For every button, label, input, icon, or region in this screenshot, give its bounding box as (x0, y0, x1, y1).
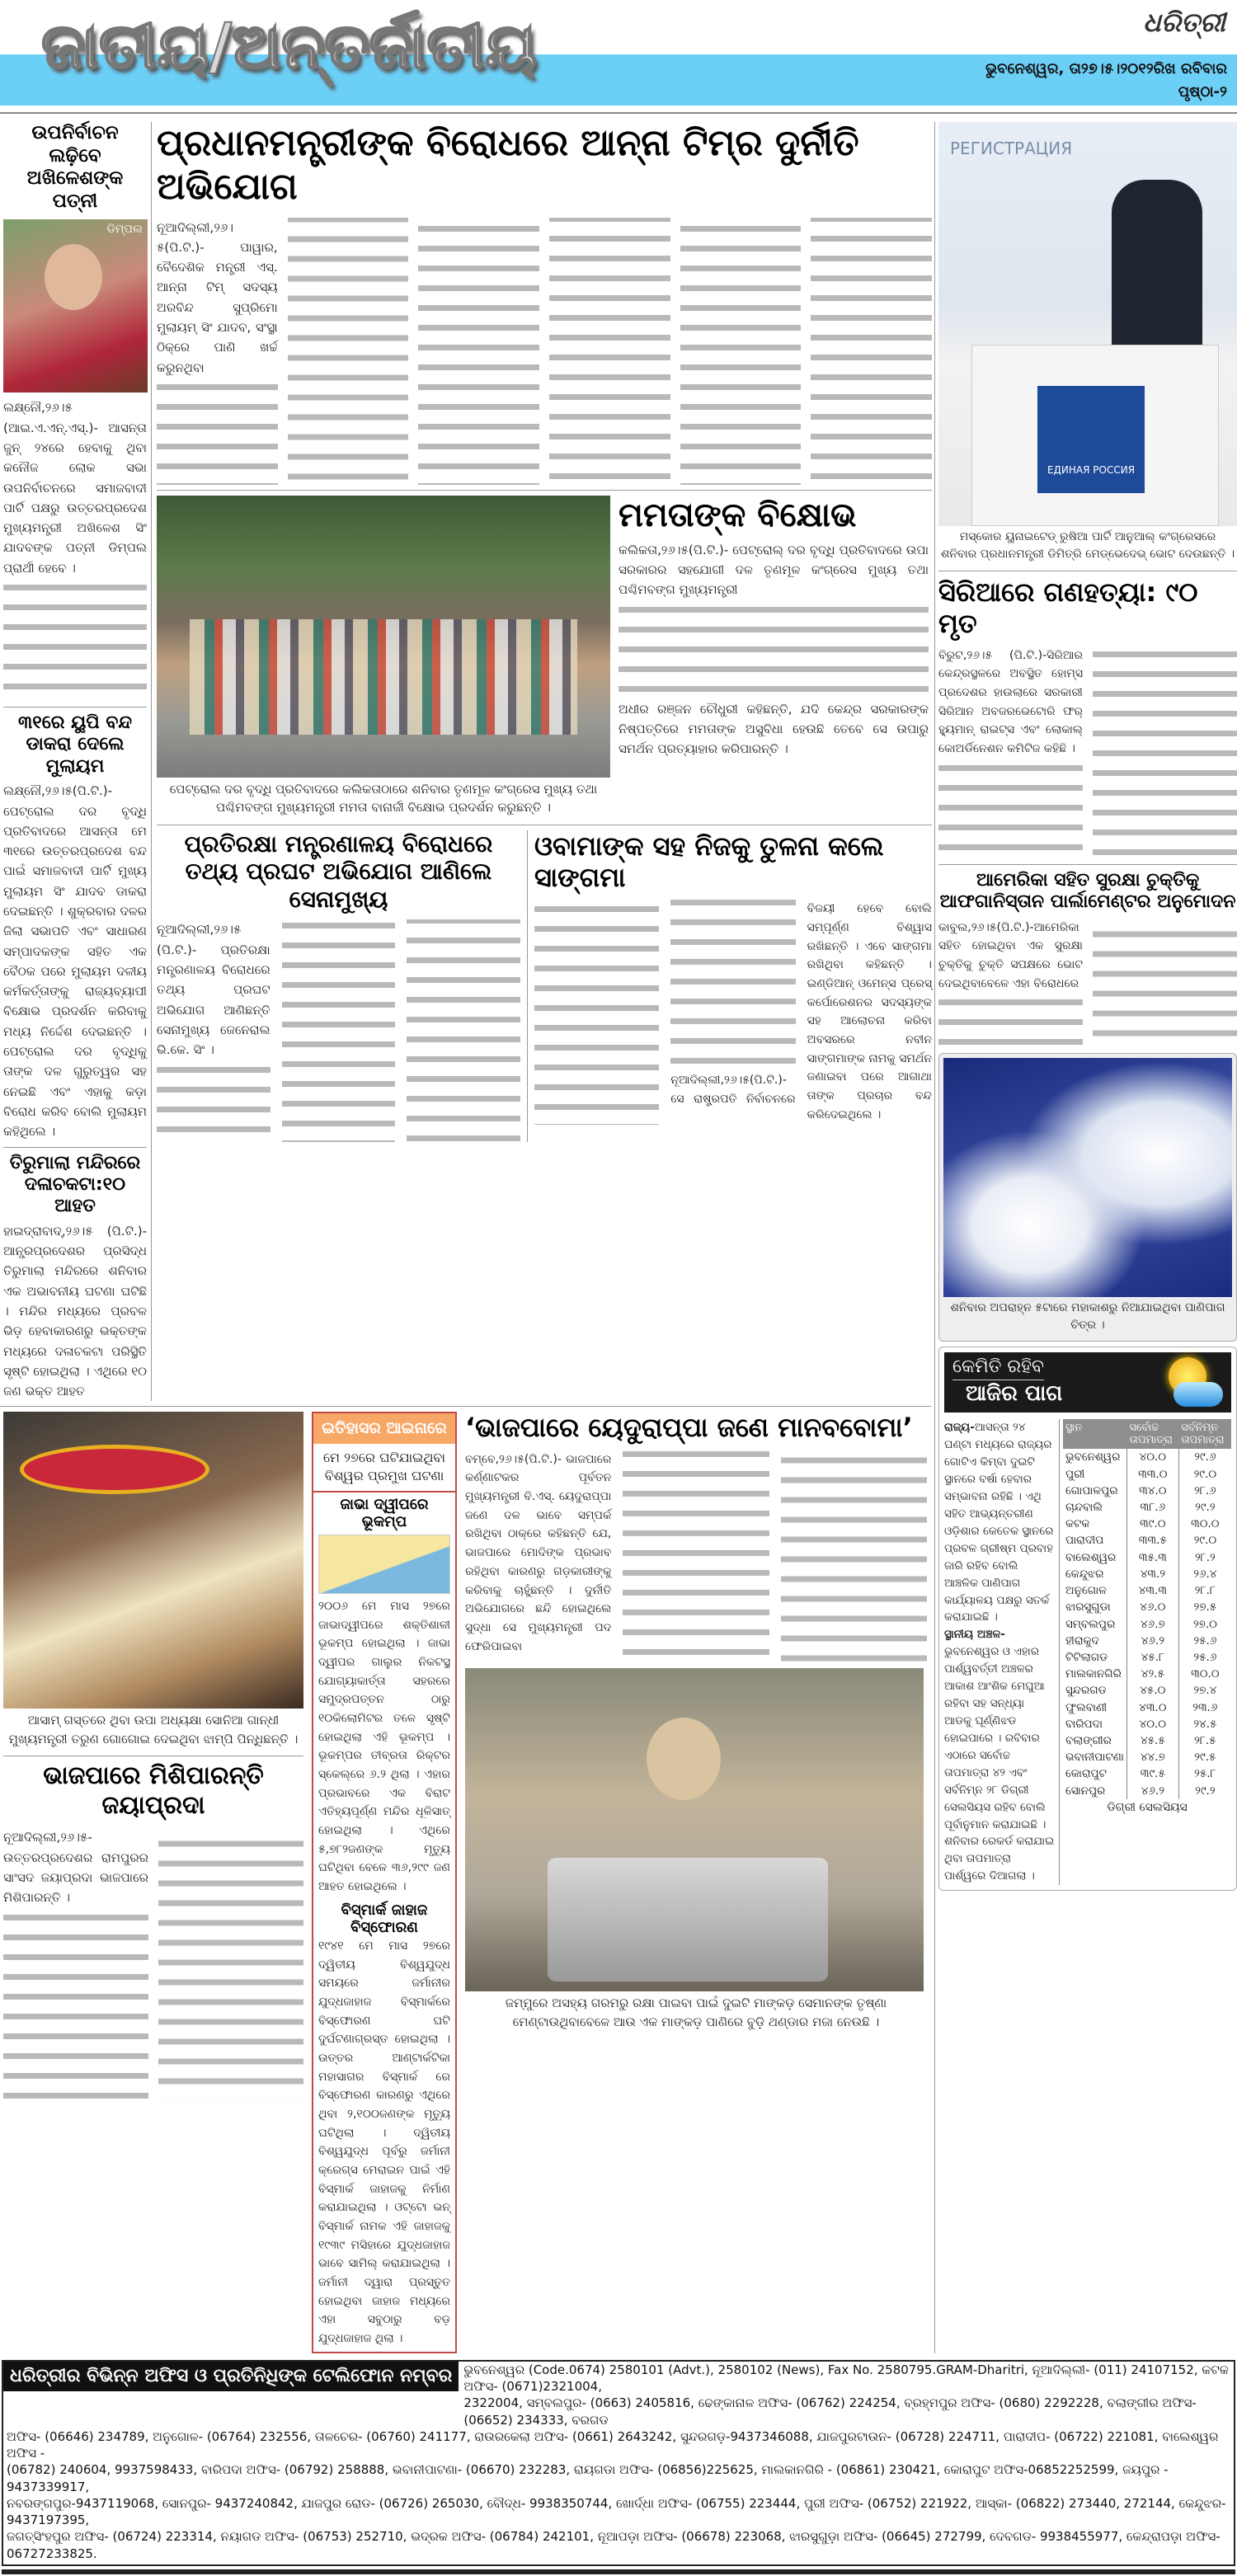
max-temp: ୪୨.୫ (1126, 1666, 1178, 1682)
min-temp: ୨୬.୪ (1178, 1566, 1231, 1582)
weather-forecast-text: ରାଜ୍ୟ-ଆସନ୍ତା ୨୪ ଘଣ୍ଟା ମଧ୍ୟରେ ରାଜ୍ୟର ଗୋଟିଏ କିମ୍ବା ଦୁଇଟି ସ୍ଥାନରେ ବର୍ଷା ହେବାର ସମ୍ଭାବନା ରହିଛି । ଏଥି ସହିତ ଆଭ୍ୟନ୍ତରୀଣ ଓଡ଼ିଶାର କେତେକ ସ୍ଥାନରେ ପ୍ରବଳ ଗ୍ରୀଷ୍ମ ପ୍ରବାହ ଜାରି ରହିବ ବୋଲି ଆଞ୍ଚଳିକ ପାଣିପାଗ କାର୍ଯ୍ୟାଳୟ ପକ୍ଷରୁ ସତର୍କ କରାଯାଇଛି । ସ୍ଥାନୀୟ ଅଞ୍ଚଳ- ଭୁବନେଶ୍ୱର ଓ ଏହାର ପାର୍ଶ୍ୱବର୍ତ୍ତୀ ଅଞ୍ଚଳର ଆକାଶ ଆଂଶିକ ମେଘୁଆ ରହିବା ସହ ସନ୍ଧ୍ୟା ଆଡକୁ ଘୂର୍ଣ୍ଣିଝଡ ହୋଇପାରେ । ରବିବାର ଏଠାରେ ସର୍ବୋଚ୍ଚ ତାପମାତ୍ରା ୪୨ ଏବଂ ସର୍ବନିମ୍ନ ୨୮ ଡିଗ୍ରୀ ସେଲସିୟସ ରହିବ ବୋଲି ପୂର୍ବାନୁମାନ କରାଯାଇଛି । ଶନିବାର ରେକର୍ଡ କରାଯାଇ ଥିବା ତାପମାତ୍ରା ପାର୍ଶ୍ୱରେ ଦିଆଗଲା । (944, 1421, 1055, 1883)
min-temp: ୨୫.୮ (1178, 1765, 1231, 1782)
article-body: ଲକ୍ଷ୍ନୌ,୨୬।୫(ପି.ଟି.)-ପେଟ୍ରୋଲ ଦର ବୃଦ୍ଧି ପ୍ରତିବାଦରେ ଆସନ୍ତା ମେ ୩୧ରେ ଉତ୍ତରପ୍ରଦେଶ ବନ୍ଦ ପାଇଁ ସମାଜବାଦୀ ପାର୍ଟି ମୁଖ୍ୟ ମୁଲାୟମ ସିଂ ଯାଦବ ଡାକରା ଦେଇଛନ୍ତି । ଶୁକ୍ରବାର ଦଳର ଜିଲା ସଭାପତି ଏବଂ ସାଧାରଣ ସମ୍ପାଦକଙ୍କ ସହିତ ଏକ ବୈଠକ ପରେ ମୁଲାୟମ ଦଳୀୟ କର୍ମକର୍ତ୍ତାଙ୍କୁ ରାଜ୍ୟବ୍ୟାପୀ ବିକ୍ଷୋଭ ପ୍ରଦର୍ଶନ କରିବାକୁ ମଧ୍ୟ ନିର୍ଦ୍ଦେଶ ଦେଇଛନ୍ତି । ପେଟ୍ରୋଲ ଦର ବୃଦ୍ଧିକୁ ତାଙ୍କ ଦଳ ଗୁରୁତ୍ୱର ସହ ନେଇଛି ଏବଂ ଏହାକୁ କଡ଼ା ବିରୋଧ କରିବ ବୋଲି ମୁଲାୟମ କହିଥିଲେ । (3, 783, 147, 1140)
max-temp: ୩୯.୫ (1126, 1765, 1178, 1782)
article-army (157, 830, 528, 1143)
max-temp: ୪୩.୩ (1126, 1582, 1178, 1599)
article-body: ନୂଆଦିଲ୍ଲୀ,୨୬।୫(ପି.ଟି.)- ସେ ରାଷ୍ଟ୍ରପତି ନିର୍ବାଚନରେ ବିଜୟୀ ହେବେ ବୋଲି ସମ୍ପୂର୍ଣ୍ଣ ବିଶ୍ୱାସ ରଖିଛନ୍ତି । ଏବେ ସାଙ୍ଗମା ରଖିଥିବା କହିଛନ୍ତି । ଇଣ୍ଡିଆନ୍ ଓମେନ୍ସ ପ୍ରେସ୍ କର୍ପୋରେଶନର ସଦସ୍ୟଙ୍କ ସହ ଆଲୋଚନା କରିବା ଅବସରରେ ନବୀନ ସାଙ୍ଗମାଙ୍କ ନାମକୁ ସମର୍ଥନ ଜଣାଇବା ପରେ ଆଗାଥା ତାଙ୍କ ପ୍ରଚାର ବନ୍ଦ କରିଦେଇଥିଲେ । (534, 900, 932, 1124)
article-body: ବମ୍ବେ,୨୬।୫(ପି.ଟି.)- ଭାଜପାରେ କର୍ଣ୍ଣାଟକର ପୂର୍ବତନ ମୁଖ୍ୟମନ୍ତ୍ରୀ ବି.ଏସ୍. ୟେଦୁରାପ୍ପା ଜଣେ ଦଳ ଭାବେ ସମ୍ପର୍କ ରଖିଥିବା ଠାକ୍‌ରେ କହିଛନ୍ତି ଯେ, ଭାଜପାରେ ମୋଦିଙ୍କ ପ୍ରଭାବ ରହିଥିବା କାରଣରୁ ଗଡ଼କାରୀଙ୍କୁ କରିବାକୁ ଚାହୁଁଛନ୍ତି । ଦୁର୍ନୀତି ଅଭିଯୋଗରେ ଛନ୍ଦି ହୋଇଥିଲେ ସୁଦ୍ଧା ସେ ମୁଖ୍ୟମନ୍ତ୍ରୀ ପଦ ଫେରିପାଇବା (465, 1450, 927, 1662)
temperature-row (1063, 1532, 1231, 1549)
headline: ଆମେରିକା ସହିତ ସୁରକ୍ଷା ଚୁକ୍ତିକୁ ଆଫଗାନିସ୍ତାନ ପାର୍ଲାମେଣ୍ଟର ଅନୁମୋଦନ (939, 869, 1236, 913)
headline: ବିସ୍‌ମାର୍କ ଜାହାଜ ବିସ୍ଫୋରଣ (341, 1901, 428, 1937)
article-afghan (938, 870, 1237, 1046)
contact-footer: ଧରିତ୍ରୀର ବିଭିନ୍ନ ଅଫିସ ଓ ପ୍ରତିନିଧିଙ୍କ ଟେଲିଫୋନ ନମ୍ବର ଭୁବନେଶ୍ୱର (Code.0674) 2580101 (Advt.), 2580102 (News), Fax No. 2580795.GRAM-Dharitri, ନୂଆଦିଲ୍ଲୀ- (011) 24107152, କଟକ ଅଫିସ- (0671)2321004, 2322004, ସମ୍ବଲପୁର- (0663) 2405816, ଢେଙ୍କାନାଳ ଅଫିସ- (06762) 224254, ବ୍ରହ୍ମପୁର ଅଫିସ- (0680) 2292228, ବଲାଙ୍ଗୀର ଅଫିସ- (06652) 234333, ବରଗଡ ଅଫିସ- (06646) 234789, ଅନୁଗୋଳ- (06764) 232556, ତାଳଚେର- (06760) 241177, ରାଉରକେଲା ଅଫିସ- (0661) 2643242, ସୁନ୍ଦରଗଡ଼-9437346088, ଯାଜପୁରଟାଉନ- (06728) 224711, ପାରାଦୀପ- (06722) 221081, ବାଲେଶ୍ୱର ଅଫିସ - (06782) 240604, 9937598433, ବାରିପଦା ଅଫିସ- (06792) 258888, ଭବାନୀପାଟଣା- (06670) 232283, ରାୟଗଡା ଅଫିସ- (06856)225625, ମାଲକାନଗିରି - (06861) 230421, କୋରାପୁଟ ଅଫିସ-06852252599, ଜୟପୁର - 9437339917, ନବରଙ୍ଗପୁର-9437119068, ସୋନପୁର- 9437240842, ଯାଜପୁର ରୋଡ- (06726) 265030, ବୌଦ୍ଧ- 9938350744, ଖୋର୍ଦ୍ଧା ଅଫିସ- (06755) 223444, ପୁରୀ ଅଫିସ- (06752) 221922, ଆସ୍କା- (06822) 273440, 272144, କେନ୍ଦୁଝର- 9437197395, ଜଗତ୍‌ସିଂହପୁର ଅଫିସ- (06724) 223314, ନୟାଗଡ ଅଫିସ- (06753) 252710, ଭଦ୍ରକ ଅଫିସ- (06784) 242101, ନୂଆପଡ଼ା ଅଫିସ- (06678) 223068, ଝାରସୁଗୁଡ଼ା ଅଫିସ- (06645) 272799, ଦେବଗଡ- 9938455977, କେନ୍ଦ୍ରାପଡ଼ା ଅଫିସ- 06727233825. (2, 2360, 1235, 2566)
station-name: ପାରାଦୀପ (1065, 1534, 1104, 1548)
max-temp: ୪୦.୦ (1126, 1449, 1178, 1465)
station-name: ଝାରସୁଗୁଡା (1065, 1601, 1111, 1615)
station-name: ଅନୁଗୋଳ (1065, 1584, 1107, 1598)
temperature-row (1063, 1483, 1231, 1499)
temperature-row (1063, 1549, 1231, 1566)
article-body: ବିରୁଟ,୨୬।୫ (ପି.ଟି.)-ସିରିଆର କେନ୍ଦ୍ରସ୍ଥଳରେ ଅବସ୍ଥିତ ହୋମ୍ସ ପ୍ରଦେଶର ହାଉଲାରେ ସରକାରୀ ସିରିଆନ ଅବଜରଭେଟୋରି ଫର୍ ହ୍ୟୁମାନ୍ ରାଇଟ୍ସ ଏବଂ ଲୋକାଲ୍ କୋଅର୍ଡିନେଶନ କମିଟିଜ କହିଛି । (938, 646, 1237, 859)
mamata-protest-photo (157, 496, 610, 778)
temperature-row (1063, 1682, 1231, 1699)
min-temp: ୨୯.୫ (1178, 1749, 1231, 1765)
photo-caption: ଆସାମ୍ ଗସ୍ତରେ ଥିବା ଉପା ଅଧ୍ୟକ୍ଷା ସୋନିଆ ଗାନ୍ଧୀ ମୁଖ୍ୟମନ୍ତ୍ରୀ ତରୁଣ ଗୋଗୋଇ ଦେଇଥିବା ଝାମ୍ପି ପିନ୍ଧିଛନ୍ତି । (8, 1713, 299, 1746)
max-temp: ୪୬.୭ (1126, 1616, 1178, 1633)
temperature-row (1063, 1616, 1231, 1633)
history-box: ଇତିହାସର ଆଇନାରେ ମେ ୨୭ରେ ଘଟିଯାଇଥିବା ବିଶ୍ୱର ପ୍ରମୁଖ ଘଟଣା ଜାଭା ଦ୍ୱୀପରେ ଭୂକମ୍ପ ୨୦୦୬ ମେ ମାସ ୨୭ରେ ଜାଭାଦ୍ୱୀପରେ ଶକ୍ତିଶାଳୀ ଭୂକମ୍ପ ହୋଇଥିଲା । ଜାଭା ଦ୍ୱୀପର ଗାଲୁର ନିକଟସ୍ଥ ଯୋଗ୍ୟାକାର୍ତ୍ତା ସହରରେ ସମୁଦ୍ରପତ୍ତନ ଠାରୁ ୧୦କିଲୋମିଟର ତଳେ ସୃଷ୍ଟି ହୋଇଥିଲା ଏହି ଭୂକମ୍ପ । ଭୂକମ୍ପର ତୀବ୍ରତା ରିକ୍ଟର ସ୍କେଲ୍‌ରେ ୬.୨ ଥିଲା । ଏହାର ପ୍ରଭାବରେ ଏକ ବିରାଟ ଏତିହ୍ୟପୂର୍ଣ୍ଣ ମନ୍ଦିର ଧୂଳିସାତ୍ ହୋଇଥିଲା । ଏଥିରେ ୫,୭୮୨ଜଣଙ୍କ ମୃତ୍ୟୁ ଘଟିଥିବା ବେଳେ ୩୬,୨୯୯ ଜଣ ଆହତ ହୋଇଥିଲେ । ବିସ୍‌ମାର୍କ ଜାହାଜ ବିସ୍ଫୋରଣ ୧୯୪୧ ମେ ମାସ ୨୭ରେ ଦ୍ୱିତୀୟ ବିଶ୍ୱଯୁଦ୍ଧ ସମୟରେ ଜର୍ମାନୀର ଯୁଦ୍ଧଜାହାଜ ବିସ୍‌ମାର୍କରେ ବିସ୍ଫୋରଣ ଘଟି ଦୁର୍ଘଟଣାଗ୍ରସ୍ତ ହୋଇଥିଲା । ଉତ୍ତର ଆଣ୍ଟାର୍କଟିକା ମହାସାଗର ବିସ୍‌ମାର୍କ ରେ ବିସ୍ଫୋରଣ କାରଣରୁ ଏଥିରେ ଥିବା ୨,୧୦୦ଜଣଙ୍କ ମୃତ୍ୟୁ ଘଟିଥିଲା । ଦ୍ୱିତୀୟ ବିଶ୍ୱଯୁଦ୍ଧ ପୂର୍ବରୁ ଜର୍ମାନୀ କ୍ରେଗ୍‌ସ ମେରାଇନ ପାଇଁ ଏହି ବିସ୍‌ମାର୍କ ଜାହାଜକୁ ନିର୍ମାଣ କରାଯାଇଥିଲା । ଓଟ୍ଟୋ ଭନ୍ ବିସ୍‌ମାର୍କ ନାମକ ଏହି ଜାହାଜକୁ ୧୯୩୯ ମସିହାରେ ଯୁଦ୍ଧଜାହାଜ ଭାବେ ସାମିଲ୍ କରାଯାଇଥିଲା । ଜର୍ମାନୀ ଦ୍ୱାରା ପ୍ରସ୍ତୁତ ହୋଇଥିବା ଜାହାଜ ମଧ୍ୟରେ ଏହା ସବୁଠାରୁ ବଡ଼ ଯୁଦ୍ଧଜାହାଜ ଥିଲା । (312, 1412, 457, 2353)
max-temp: ୪୬.୨ (1126, 1633, 1178, 1649)
party-logo: ЕДИНАЯ РОССИЯ (1037, 386, 1145, 493)
max-temp: ୩୫.୩ (1126, 1549, 1178, 1566)
article-body: ନୂଆଦିଲ୍ଲୀ,୨୬।୫ (ପି.ଟି.)- ପ୍ରତିରକ୍ଷା ମନ୍ତ୍ରଣାଳୟ ବିରୋଧରେ ତଥ୍ୟ ପ୍ରଘଟ ଅଭିଯୋଗ ଆଣିଛନ୍ତି ସେନାମୁଖ୍ୟ ଜେନେରାଲ ଭି.କେ. ସିଂ । (157, 919, 520, 1142)
station-name: ମାଲକାନଗିରି (1065, 1667, 1122, 1681)
history-subtitle: ମେ ୨୭ରେ ଘଟିଯାଇଥିବା ବିଶ୍ୱର ପ୍ରମୁଖ ଘଟଣା (313, 1444, 455, 1492)
headline: ସିରିଆରେ ଗଣହତ୍ୟା: ୯୦ ମୃତ (938, 576, 1198, 640)
station-name: ଟିଟିଲାଗଡ (1065, 1650, 1108, 1664)
article-sangma (528, 830, 932, 1125)
headline: ଜାଭା ଦ୍ୱୀପରେ ଭୂକମ୍ପ (340, 1495, 429, 1531)
sun-cloud-icon (1157, 1357, 1223, 1410)
temperature-row (1063, 1582, 1231, 1599)
article-body: ନୂଆଦିଲ୍ଲୀ,୨୬।୫- ଉତ୍ତରପ୍ରଦେଶର ରାମପୁରର ସାଂସଦ ଜୟାପ୍ରଦା ଭାଜପାରେ ମିଶିପାରନ୍ତି । (3, 1827, 303, 2099)
headline: ଭାଜପାରେ ମିଶିପାରନ୍ତି ଜୟାପ୍ରଦା (43, 1761, 264, 1821)
photo-caption: ଜମ୍ମୁରେ ଅସହ୍ୟ ଗରମରୁ ରକ୍ଷା ପାଇବା ପାଇଁ ଦୁଇଟି ମାଙ୍କଡ଼ ସେମାନଙ୍କ ତୃଷ୍ଣା ମେଣ୍ଟାଉଥିବାବେଳେ ଆଉ ଏକ ମାଙ୍କଡ଼ ପାଣିରେ ବୁଡ଼ି ଥଣ୍ଡାର ମଜା ନେଉଛି । (505, 1995, 887, 2029)
max-temp: ୪୩.୨ (1126, 1566, 1178, 1582)
station-name: ବାରିପଦା (1065, 1717, 1103, 1731)
max-temp: ୪୫.୦ (1126, 1682, 1178, 1699)
max-temp: ୪୦.୦ (1126, 1716, 1178, 1732)
weather-banner: କେମିତି ରହିବ ଆଜିର ପାଗ (944, 1352, 1231, 1413)
header-rule (0, 112, 1237, 114)
temperature-table: ସ୍ଥାନ ସର୍ବୋଚ୍ଚ ତାପମାତ୍ରା ସର୍ବନିମ୍ନ ତାପମାତ୍ରା ଭୁବନେଶ୍ୱର ୪୦.୦ ୨୯.୬ ପୁରୀ ୩୩.୦ ୨୯.୦ ଗୋପାଳପୁର ୩୪.୦ ୨୮.୬ ଚାନ୍ଦବାଲି ୩୮.୬ ୨୯.୨ କଟକ ୩୯.୦ ୩୦.୦ ପାରାଦୀପ ୩୩.୫ ୨୯.୦ ବାଲେଶ୍ୱର ୩୫.୩ ୨୮.୨ କେନ୍ଦୁଝର ୪୩.୨ ୨୬.୪ ଅନୁଗୋଳ ୪୩.୩ ୨୮.୮ ଝାରସୁଗୁଡା ୪୬.୦ ୨୭.୫ ସମ୍ବଲପୁର ୪୬.୭ ୨୭.୦ ହୀରାକୁଦ ୪୬.୨ ୨୫.୬ ଟିଟିଲାଗଡ ୪୫.୮ ୨୫.୬ ମାଲକାନଗିରି ୪୨.୫ ୩୦.୦ ସୁନ୍ଦରଗଡ ୪୫.୦ ୨୭.୪ ଫୁଲବାଣୀ ୪୩.୦ ୨୩.୬ ବାରିପଦା ୪୦.୦ ୨୪.୫ ବଲାଙ୍ଗୀର ୪୫.୫ ୨୮.୫ ଭବାନୀପାଟଣା ୪୪.୭ ୨୯.୫ କୋରାପୁଟ ୩୯.୫ ୨୫.୮ ସୋନପୁର ୪୬.୨ ୨୯.୨ (1063, 1419, 1231, 1799)
temperature-row (1063, 1649, 1231, 1666)
article-jayaprada (3, 1761, 303, 2099)
max-temp: ୩୪.୦ (1126, 1483, 1178, 1499)
headline: ତିରୁମାଲା ମନ୍ଦିରରେ ଦଳାଚକଟା:୧୦ ଆହତ (9, 1152, 141, 1217)
temperature-row (1063, 1765, 1231, 1782)
min-temp: ୨୭.୫ (1178, 1599, 1231, 1615)
max-temp: ୩୯.୦ (1126, 1516, 1178, 1532)
photo-caption: ପେଟ୍ରୋଲ ଦର ବୃଦ୍ଧି ପ୍ରତିବାଦରେ କଲିକତାଠାରେ ଶନିବାର ତୃଣମୂଳ କଂଗ୍ରେସ ମୁଖ୍ୟ ତଥା ପଶ୍ଚିମବଙ୍ଗ ମୁଖ୍ୟମନ୍ତ୍ରୀ ମମତା ବାନାର୍ଜୀ ବିକ୍ଷୋଭ ପ୍ରଦର୍ଶନ କରୁଛନ୍ତି । (169, 781, 598, 816)
max-temp: ୪୪.୭ (1126, 1749, 1178, 1765)
min-temp: ୨୯.୦ (1178, 1532, 1231, 1549)
photo-caption: ଶନିବାର ଅପରାହ୍ନ ୫ଟାରେ ମହାକାଶରୁ ନିଆଯାଇଥିବା ପାଣିପାଗ ଚିତ୍ର । (950, 1300, 1225, 1332)
headline: ୩୧ରେ ୟୁପି ବନ୍ଦ ଡାକରା ଦେଲେ ମୁଲାୟମ (18, 712, 132, 777)
article-mulayam (3, 712, 147, 1142)
min-temp: ୨୯.୨ (1178, 1499, 1231, 1516)
photo-sign: РЕГИСТРАЦИЯ (950, 139, 1073, 158)
sonia-gandhi-photo (3, 1412, 303, 1709)
temperature-row (1063, 1566, 1231, 1582)
station-name: କେନ୍ଦୁଝର (1065, 1567, 1104, 1581)
min-temp: ୨୫.୬ (1178, 1633, 1231, 1649)
temperature-row (1063, 1783, 1231, 1799)
station-name: ଚାନ୍ଦବାଲି (1065, 1500, 1103, 1514)
footer-title: ଧରିତ୍ରୀର ବିଭିନ୍ନ ଅଫିସ ଓ ପ୍ରତିନିଧିଙ୍କ ଟେଲିଫୋନ ନମ୍ବର (3, 2362, 459, 2392)
photo-label: ଡିମ୍ପଲ (106, 223, 143, 237)
dateline: ଭୁବନେଶ୍ୱର, ତା୨୭।୫।୨୦୧୨ରିଖ ରବିବାର (985, 60, 1227, 78)
min-temp: ୩୦.୦ (1178, 1516, 1231, 1532)
headline: ପ୍ରତିରକ୍ଷା ମନ୍ତ୍ରଣାଳୟ ବିରୋଧରେ ତଥ୍ୟ ପ୍ରଘଟ ଅଭିଯୋଗ ଆଣିଲେ ସେନାମୁଖ୍ୟ (184, 830, 493, 913)
station-name: ସୁନ୍ଦରଗଡ (1065, 1684, 1107, 1698)
weather-box (938, 1347, 1237, 1891)
min-temp: ୨୯.୬ (1178, 1449, 1231, 1465)
headline: ‘ଭାଜପାରେ ୟେଦୁରାପ୍ପା ଜଣେ ମାନବବୋମା’ (465, 1412, 913, 1444)
article-body: ଲକ୍ଷ୍ନୌ,୨୬।୫ (ଆଇ.ଏ.ଏନ୍.ଏସ୍.)- ଆସନ୍ତା ଜୁନ୍ ୨୪ରେ ହେବାକୁ ଥିବା କନୌଜ ଲୋକ ସଭା ଉପନିର୍ବାଚନରେ ସମାଜବାଦୀ ପାର୍ଟି ପକ୍ଷରୁ ଉତ୍ତରପ୍ରଦେଶ ମୁଖ୍ୟମନ୍ତ୍ରୀ ଅଖିଳେଶ ସିଂ ଯାଦବଙ୍କ ପତ୍ନୀ ଡିମ୍ପଲ ପ୍ରାର୍ଥୀ ହେବେ । (3, 397, 147, 702)
article-mamata (618, 496, 929, 759)
station-name: କଟକ (1065, 1517, 1090, 1531)
article-body: ନୂଆଦିଲ୍ଲୀ,୨୬।୫(ପି.ଟି.)- ପାୱାର, ବୈଦେଶିକ ମନ୍ତ୍ରୀ ଏସ୍. ଆନ୍ନା ଟିମ୍ ସଦସ୍ୟ ଅରବିନ୍ଦ ସୁପ୍ରିମୋ ମୁଲାୟମ୍ ସିଂ ଯାଦବ, ସଂସ୍ଥା ଠିକ୍‌ରେ ପାଣି ଖର୍ଚ୍ଚ କରୁନଥିବା (157, 218, 932, 485)
min-temp: ୨୭.୪ (1178, 1682, 1231, 1699)
headline: ଉପନିର୍ବାଚନ ଲଢ଼ିବେ ଅଖିଳେଶଙ୍କ ପତ୍ନୀ (26, 122, 124, 212)
max-temp: ୪୩.୦ (1126, 1699, 1178, 1716)
max-temp: ୪୫.୫ (1126, 1732, 1178, 1749)
temperature-row (1063, 1466, 1231, 1483)
history-banner: ଇତିହାସର ଆଇନାରେ (313, 1413, 455, 1444)
headline: ଓବାମାଙ୍କ ସହ ନିଜକୁ ତୁଳନା କଲେ ସାଙ୍ଗମା (534, 830, 884, 894)
satellite-box (938, 1053, 1237, 1342)
station-name: ସୋନପୁର (1065, 1784, 1106, 1798)
min-temp: ୨୯.୦ (1178, 1466, 1231, 1483)
min-temp: ୨୭.୦ (1178, 1616, 1231, 1633)
temperature-row (1063, 1732, 1231, 1749)
bottom-rule (2, 2569, 1235, 2574)
max-temp: ୩୮.୬ (1126, 1499, 1178, 1516)
temperature-row (1063, 1716, 1231, 1732)
headline: ପ୍ରଧାନମନ୍ତ୍ରୀଙ୍କ ବିରୋଧରେ ଆନ୍ନା ଟିମ୍‌ର ଦୁର୍ନୀତି ଅଭିଯୋଗ (157, 122, 859, 208)
station-name: ହୀରାକୁଦ (1065, 1634, 1099, 1648)
article-akhilesh (3, 122, 147, 702)
article-syria (938, 576, 1237, 859)
article-anna (157, 122, 932, 485)
medvedev-photo (938, 122, 1237, 526)
article-yeddyurappa (465, 1412, 927, 1662)
max-temp: ୪୬.୦ (1126, 1599, 1178, 1615)
max-temp: ୩୩.୦ (1126, 1466, 1178, 1483)
masthead (0, 0, 1237, 115)
section-title: ଜାତୀୟ/ଅନ୍ତର୍ଜାତୀୟ (41, 9, 537, 82)
min-temp: ୩୦.୦ (1178, 1666, 1231, 1682)
temperature-unit: ଡିଗ୍ରୀ ସେଲସିୟସ (1107, 1800, 1188, 1814)
dimple-photo (3, 219, 148, 393)
max-temp: ୪୫.୮ (1126, 1649, 1178, 1666)
temperature-row (1063, 1666, 1231, 1682)
java-map (318, 1535, 450, 1594)
headline: ମମତାଙ୍କ ବିକ୍ଷୋଭ (618, 496, 857, 534)
photo-caption: ମସ୍କୋର ୟୁନାଇଟେଡ୍ ରୁଷିଆ ପାର୍ଟି ଆନୁଆଲ୍ କଂଗ୍ରେସରେ ଶନିବାର ପ୍ରଧାନମନ୍ତ୍ରୀ ଡିମିତ୍ରି ମେଡ୍‌ଭେଦେଭ୍ ଭୋଟ ଦେଉଛନ୍ତି । (940, 530, 1235, 561)
temperature-row (1063, 1599, 1231, 1615)
temperature-row (1063, 1749, 1231, 1765)
station-name: କୋରାପୁଟ (1065, 1767, 1108, 1781)
temperature-row (1063, 1516, 1231, 1532)
min-temp: ୨୫.୬ (1178, 1649, 1231, 1666)
station-name: ଗୋପାଳପୁର (1065, 1483, 1118, 1497)
min-temp: ୨୮.୨ (1178, 1549, 1231, 1566)
article-body: ହାଇଦ୍ରାବାଦ୍,୨୬।୫ (ପି.ଟି.)- ଆନ୍ଧ୍ରପ୍ରଦେଶର ପ୍ରସିଦ୍ଧ ତିରୁମାଲା ମନ୍ଦିରରେ ଶନିବାର ଏକ ଅଭାବନୀୟ ଘଟଣା ଘଟିଛି । ମନ୍ଦିର ମଧ୍ୟରେ ପ୍ରବଳ ଭିଡ଼ ହେବାକାରଣରୁ ଭକ୍ତଙ୍କ ମଧ୍ୟରେ ଦଳାଚକଟା ପରିସ୍ଥିତି ସୃଷ୍ଟି ହୋଇଥିଲା । ଏଥିରେ ୧୦ ଜଣ ଭକ୍ତ ଆହତ (3, 1223, 147, 1399)
station-name: ପୁରୀ (1065, 1467, 1085, 1481)
paper-logo: ଧରିତ୍ରୀ (1143, 7, 1225, 38)
max-temp: ୪୬.୨ (1126, 1783, 1178, 1799)
page-number: ପୃଷ୍ଠା-୨ (1178, 83, 1227, 101)
monkeys-photo (465, 1668, 924, 1991)
article-body: କାବୁଲ,୨୬।୫(ପି.ଟି.)-ଆମେରିକା ସହିତ ହୋଇଥିବା ଏକ ସୁରକ୍ଷା ଚୁକ୍ତିକୁ ଚୁକ୍ତି ସପକ୍ଷରେ ଭୋଟ ଦେଇଥିବାବେଳେ ଏହା ବିରୋଧରେ (938, 919, 1237, 1046)
article-body: କଲିକତା,୨୬।୫(ପି.ଟି.)- ପେଟ୍ରୋଲ୍ ଦର ବୃଦ୍ଧି ପ୍ରତିବାଦରେ ଉପା ସରକାରର ସହଯୋଗୀ ଦଳ ତୃଣମୂଳ କଂଗ୍ରେସ ମୁଖ୍ୟ ତଥା ପଶ୍ଚିମବଙ୍ଗ ମୁଖ୍ୟମନ୍ତ୍ରୀ ଅଧୀର ରଞ୍ଜନ ଚୌଧୁରୀ କହିଛନ୍ତି, ଯଦି କେନ୍ଦ୍ର ସରକାରଙ୍କ ନିଷ୍ପତ୍ତିରେ ମମତାଙ୍କ ଅସୁବିଧା ହେଉଛି ତେବେ ସେ ଉପାରୁ ସମର୍ଥନ ପ୍ରତ୍ୟାହାର କରିପାରନ୍ତି । (618, 542, 929, 757)
max-temp: ୩୩.୫ (1126, 1532, 1178, 1549)
temperature-row (1063, 1449, 1231, 1465)
article-tirumala (3, 1153, 147, 1402)
min-temp: ୨୮.୮ (1178, 1582, 1231, 1599)
min-temp: ୨୯.୨ (1178, 1783, 1231, 1799)
temperature-row (1063, 1633, 1231, 1649)
station-name: ସମ୍ବଲପୁର (1065, 1617, 1116, 1631)
satellite-image (943, 1058, 1232, 1297)
min-temp: ୨୩.୬ (1178, 1699, 1231, 1716)
temperature-row (1063, 1699, 1231, 1716)
station-name: ବାଲେଶ୍ୱର (1065, 1550, 1117, 1564)
min-temp: ୨୮.୬ (1178, 1483, 1231, 1499)
min-temp: ୨୮.୫ (1178, 1732, 1231, 1749)
station-name: ଫୁଲବାଣୀ (1065, 1700, 1108, 1714)
station-name: ବଲାଙ୍ଗୀର (1065, 1734, 1112, 1748)
min-temp: ୨୪.୫ (1178, 1716, 1231, 1732)
station-name: ଭବାନୀପାଟଣା (1065, 1751, 1124, 1765)
station-name: ଭୁବନେଶ୍ୱର (1065, 1450, 1121, 1464)
temperature-row (1063, 1499, 1231, 1516)
